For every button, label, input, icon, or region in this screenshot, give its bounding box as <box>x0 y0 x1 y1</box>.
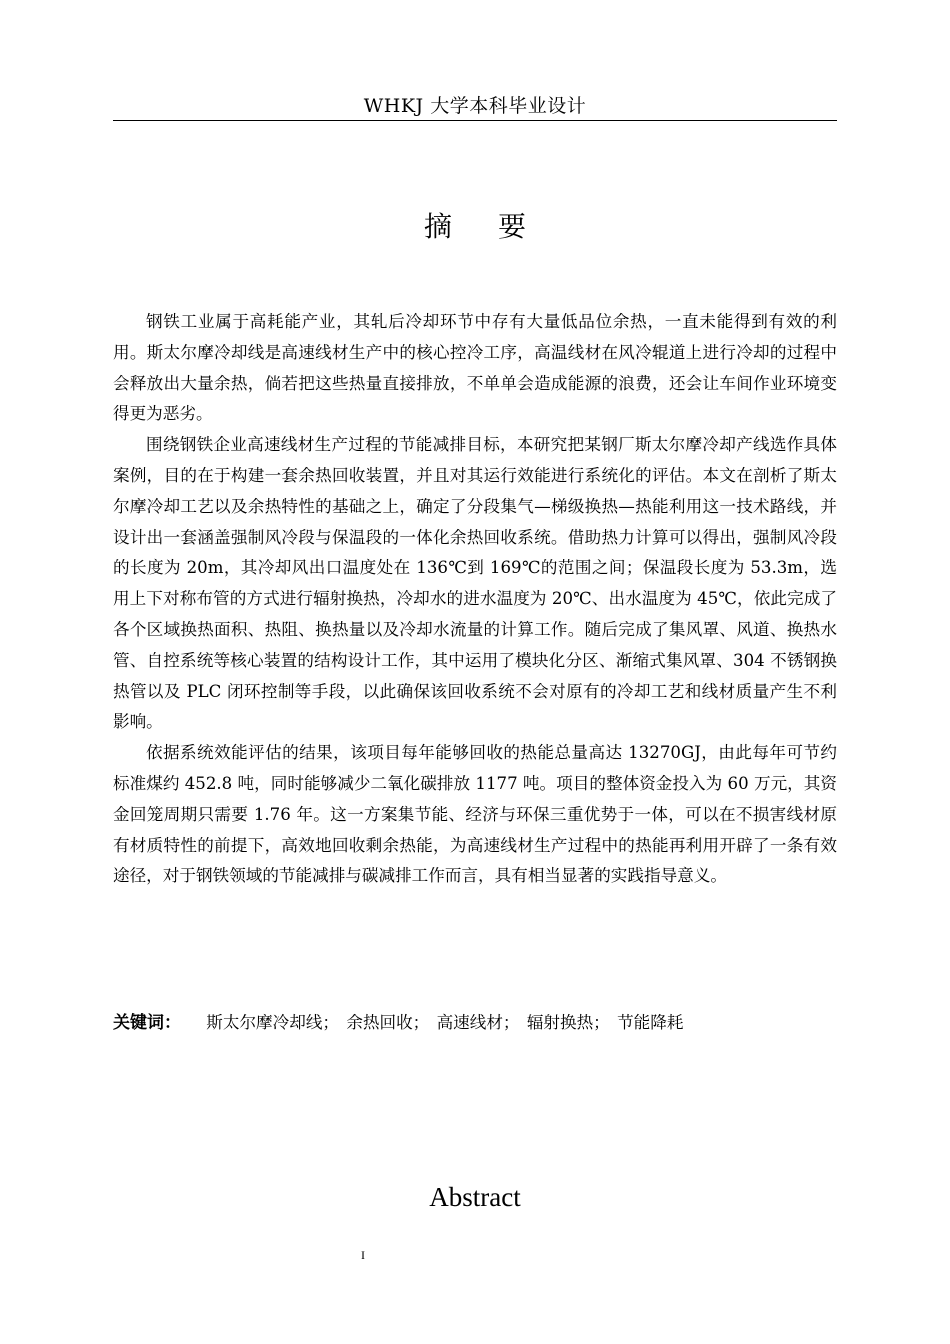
abstract-title: 摘要 <box>423 210 572 243</box>
page-number: I <box>361 1248 365 1262</box>
english-abstract-title: Abstract <box>429 1182 521 1212</box>
running-header: WHKJ 大学本科毕业设计 <box>363 95 587 117</box>
abstract-paragraph-3: 依据系统效能评估的结果，该项目每年能够回收的热能总量高达 13270GJ，由此每年可节约标准煤约 452.8 吨，同时能够减少二氧化碳排放 1177 吨。项目的整体资金投入为 60 万元，其资金回笼周期只需要 1.76 年。这一方案集节能、经济与环保三重优势于一体，可以在不损害线材原有材质特性的前提下，高效地回收剩余热能，为高速线材生产过程中的热能再利用开辟了一条有效途径，对于钢铁领域的节能减排与碳减排工作而言，具有相当显著的实践指导意义。 <box>113 743 837 886</box>
header-rule <box>113 120 837 121</box>
abstract-paragraph-1: 钢铁工业属于高耗能产业，其轧后冷却环节中存有大量低品位余热，一直未能得到有效的利用。斯太尔摩冷却线是高速线材生产中的核心控冷工序，高温线材在风冷辊道上进行冷却的过程中会释放出大量余热，倘若把这些热量直接排放，不单单会造成能源的浪费，还会让车间作业环境变得更为恶劣。 <box>113 312 837 424</box>
keyword-item: 高速线材； <box>436 1013 520 1032</box>
keywords-line <box>113 1010 837 1036</box>
abstract-paragraph-2: 围绕钢铁企业高速线材生产过程的节能减排目标，本研究把某钢厂斯太尔摩冷却产线选作具体案例，目的在于构建一套余热回收装置，并且对其运行效能进行系统化的评估。本文在剖析了斯太尔摩冷却工艺以及余热特性的基础之上，确定了分段集气—梯级换热—热能利用这一技术路线，并设计出一套涵盖强制风冷段与保温段的一体化余热回收系统。借助热力计算可以得出，强制风冷段的长度为 20m，其冷却风出口温度处在 136℃到 169℃的范围之间；保温段长度为 53.3m，选用上下对称布管的方式进行辐射换热，冷却水的进水温度为 20℃、出水温度为 45℃，依此完成了各个区域换热面积、热阻、换热量以及冷却水流量的计算工作。随后完成了集风罩、风道、换热水管、自控系统等核心装置的结构设计工作，其中运用了模块化分区、渐缩式集风罩、304 不锈钢换热管以及 PLC 闭环控制等手段，以此确保该回收系统不会对原有的冷却工艺和线材质量产生不利影响。 <box>113 435 837 732</box>
abstract-body <box>113 307 837 892</box>
keyword-item: 节能降耗 <box>617 1013 684 1032</box>
keyword-item: 辐射换热； <box>526 1013 610 1032</box>
keyword-item: 余热回收； <box>346 1013 430 1032</box>
keyword-item: 斯太尔摩冷却线； <box>206 1013 340 1032</box>
keywords-label: 关键词： <box>113 1013 181 1033</box>
